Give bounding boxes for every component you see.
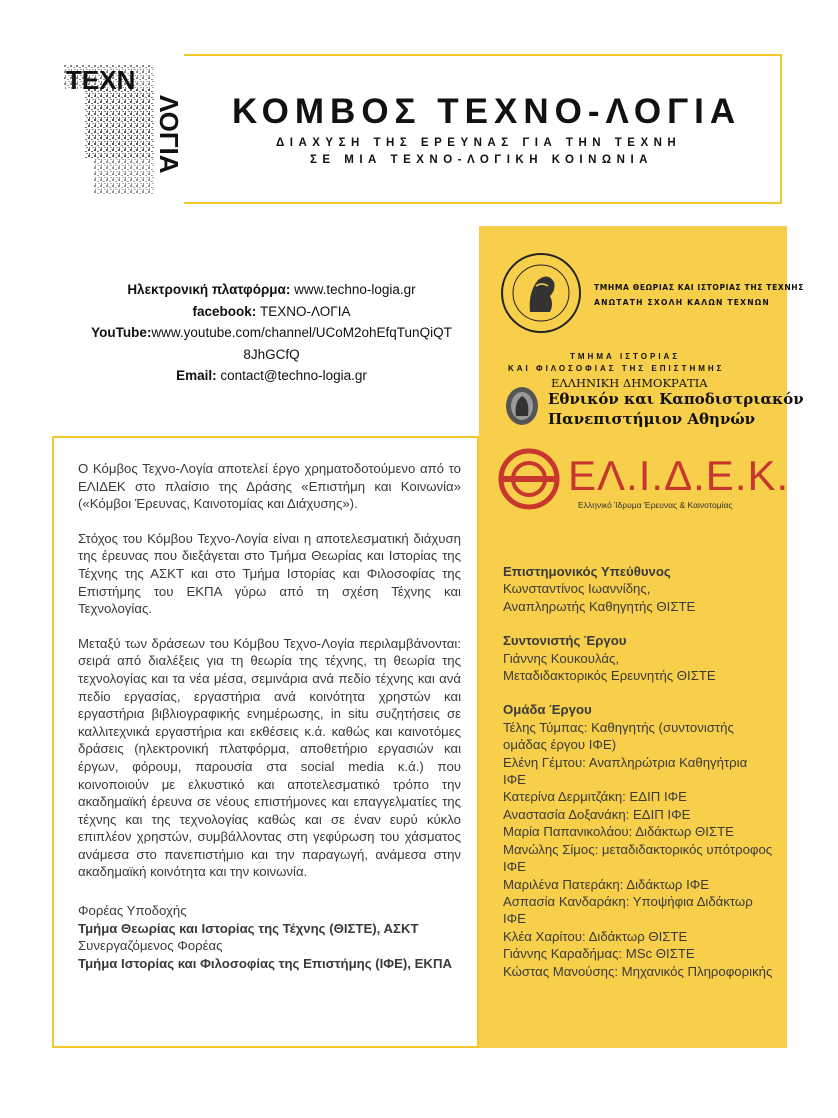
host-label: Φορέας Υποδοχής xyxy=(78,903,187,919)
coordinator-role: Μεταδιδακτορικός Ερευνητής ΘΙΣΤΕ xyxy=(503,668,716,684)
team-member: Ασπασία Κανδαράκη: Υποψήφια Διδάκτωρ ΙΦΕ xyxy=(503,893,753,927)
platform-link[interactable]: www.techno-logia.gr xyxy=(290,282,416,297)
elidek-name: ΕΛ.Ι.Δ.Ε.Κ. xyxy=(568,452,790,499)
email-link[interactable]: contact@techno-logia.gr xyxy=(216,368,367,383)
uoa-name-line-1: Εθνικόν και Καποδιστριακόν xyxy=(548,390,804,408)
facebook-link[interactable]: ΤΕΧΝΟ-ΛΟΓΙΑ xyxy=(256,303,351,319)
contact-info xyxy=(64,279,479,387)
subtitle-line-1: ΔΙΑΧΥΣΗ ΤΗΣ ΕΡΕΥΝΑΣ ΓΙΑ ΤΗΝ ΤΕΧΝΗ xyxy=(276,137,682,149)
hps-department-line-1: ΤΜΗΜΑ ΙΣΤΟΡΙΑΣ xyxy=(570,352,681,361)
youtube-line xyxy=(64,322,479,344)
scientific-lead-role: Αναπληρωτής Καθηγητής ΘΙΣΤΕ xyxy=(503,598,696,614)
elidek-subtitle: Ελληνικό Ίδρυμα Έρευνας & Καινοτομίας xyxy=(578,500,733,510)
uoa-republic-label: ΕΛΛΗΝΙΚΗ ΔΗΜΟΚΡΑΤΙΑ xyxy=(551,376,708,390)
team-member: Αναστασία Δοξανάκη: ΕΔΙΠ ΙΦΕ xyxy=(503,806,691,822)
team-member: Μαρία Παπανικολάου: Διδάκτωρ ΘΙΣΤΕ xyxy=(503,824,734,840)
asfa-seal-logo xyxy=(500,252,582,334)
youtube-link-cont[interactable]: 8JhGCfQ xyxy=(243,346,300,362)
svg-text:ΤΕΧΝ: ΤΕΧΝ xyxy=(66,65,136,95)
elidek-emblem-icon xyxy=(498,448,560,510)
asfa-department-label: ΤΜΗΜΑ ΘΕΩΡΙΑΣ ΚΑΙ ΙΣΤΟΡΙΑΣ ΤΗΣ ΤΕΧΝΗΣ xyxy=(594,283,805,292)
team-member: Γιάννης Καραδήμας: MSc ΘΙΣΤΕ xyxy=(503,946,695,962)
paragraph-2: Στόχος του Κόμβου Τεχνο-Λογία είναι η αποτελεσματική διάχυση της έρευνας που διεξάγεται στο Τμήμα Θεωρίας και Ιστορίας της Τέχνης της ΑΣΚΤ και στο Τμήμα Ιστορίας και Φιλοσοφίας της Επιστήμης του ΕΚΠΑ γύρω από τη σχέση Τέχνης και Τεχνολογίας. xyxy=(78,530,461,617)
email-label: Email: xyxy=(176,368,217,383)
hps-department-line-2: ΚΑΙ ΦΙΛΟΣΟΦΙΑΣ ΤΗΣ ΕΠΙΣΤΗΜΗΣ xyxy=(508,364,725,373)
project-team-title: Ομάδα Έργου xyxy=(503,702,592,718)
scientific-lead-name: Κωνσταντίνος Ιωαννίδης, xyxy=(503,581,651,597)
partner-value: Τμήμα Ιστορίας και Φιλοσοφίας της Επιστήμης (ΙΦΕ), ΕΚΠΑ xyxy=(78,955,453,971)
coordinator-name: Γιάννης Κουκουλάς, xyxy=(503,650,619,666)
subtitle-line-2: ΣΕ ΜΙΑ ΤΕΧΝΟ-ΛΟΓΙΚΗ ΚΟΙΝΩΝΙΑ xyxy=(310,154,653,166)
scientific-lead-title: Επιστημονικός Υπεύθυνος xyxy=(503,564,671,579)
team-member: Κώστας Μανούσης: Μηχανικός Πληροφορικής xyxy=(503,963,773,979)
team-member: Κατερίνα Δερμιτζάκη: ΕΔΙΠ ΙΦΕ xyxy=(503,789,687,805)
email-line xyxy=(64,365,479,387)
team-member: Μαριλένα Πατεράκη: Διδάκτωρ ΙΦΕ xyxy=(503,876,710,892)
youtube-label: YouTube: xyxy=(91,325,152,340)
team-member: Κλέα Χαρίτου: Διδάκτωρ ΘΙΣΤΕ xyxy=(503,928,688,944)
team-member: Τέλης Τύμπας: Καθηγητής (συντονιστής ομάδας έργου ΙΦΕ) xyxy=(503,719,734,753)
techno-logia-logo xyxy=(64,65,182,195)
team-member: Μανώλης Σίμος: μεταδιδακτορικός υπότροφος ΙΦΕ xyxy=(503,841,773,875)
uoa-seal-logo xyxy=(504,386,540,426)
uoa-name-line-2: Πανεπιστήμιον Αθηνών xyxy=(548,410,756,428)
facebook-line xyxy=(64,301,479,323)
platform-label: Ηλεκτρονική πλατφόρμα: xyxy=(127,282,291,297)
platform-line xyxy=(64,279,479,301)
youtube-line-2 xyxy=(64,344,479,366)
paragraph-3: Μεταξύ των δράσεων του Κόμβου Τεχνο-Λογία περιλαμβάνονται: σειρά από διαλέξεις για τη θεωρία της τέχνης, τη θεωρία της τεχνολογίας και τα νέα μέσα, σεμινάρια ανά πεδίο τέχνης και ανά πεδίο εργασίας, εργαστήρια ανά κοινότητα χρηστών και εργαστήρια βιβλιογραφικής ενημέρωσης, in situ συζητήσεις σε καλλιτεχνικά εργαστήρια και εκθέσεις κ.ά. καθώς και καινοτόμες δράσεις (ηλεκτρονική πλατφόρμα, αποθετήριο εργασιών και έργων, φόρουμ, παρουσία στα social media κ.ά.) που κοινοποιούν με ελκυστικό και αποτελεσματικό τρόπο την ακαδημαϊκή έρευνα σε νέους επιστήμονες και επαγγελματίες της τέχνης και της τεχνολογίας καθώς και σε έναν ευρύ κύκλο επιπλέον χρηστών, συμβάλλοντας στη γεφύρωση του χάσματος ανάμεσα στο πανεπιστήμιο και την παραγωγή, ανάμεσα στην ακαδημαϊκή κοινότητα και την κοινωνία. xyxy=(78,635,461,880)
facebook-label: facebook: xyxy=(192,303,257,319)
partner-label: Συνεργαζόμενος Φορέας xyxy=(78,938,223,954)
coordinator-title: Συντονιστής Έργου xyxy=(503,633,627,649)
team-member: Ελένη Γέμτου: Αναπληρώτρια Καθηγήτρια ΙΦΕ xyxy=(503,754,748,788)
svg-text:ΛΟΓΙΑ: ΛΟΓΙΑ xyxy=(154,95,182,174)
host-value: Τμήμα Θεωρίας και Ιστορίας της Τέχνης (ΘΙΣΤΕ), ΑΣΚΤ xyxy=(78,920,419,936)
youtube-link[interactable]: www.youtube.com/channel/UCoM2ohEfqTunQiQT xyxy=(151,325,452,340)
asfa-school-label: ΑΝΩΤΑΤΗ ΣΧΟΛΗ ΚΑΛΩΝ ΤΕΧΝΩΝ xyxy=(594,298,770,307)
page-title: ΚΟΜΒΟΣ ΤΕΧΝΟ-ΛΟΓΙΑ xyxy=(232,92,742,131)
team-list xyxy=(503,563,773,980)
description-text xyxy=(78,460,461,972)
paragraph-1: Ο Κόμβος Τεχνο-Λογία αποτελεί έργο χρηματοδοτούμενο από το ΕΛΙΔΕΚ στο πλαίσιο της Δράσης «Επιστήμη και Κοινωνία» («Κόμβοι Έρευνας, Καινοτομίας και Διάχυσης»). xyxy=(78,461,461,512)
